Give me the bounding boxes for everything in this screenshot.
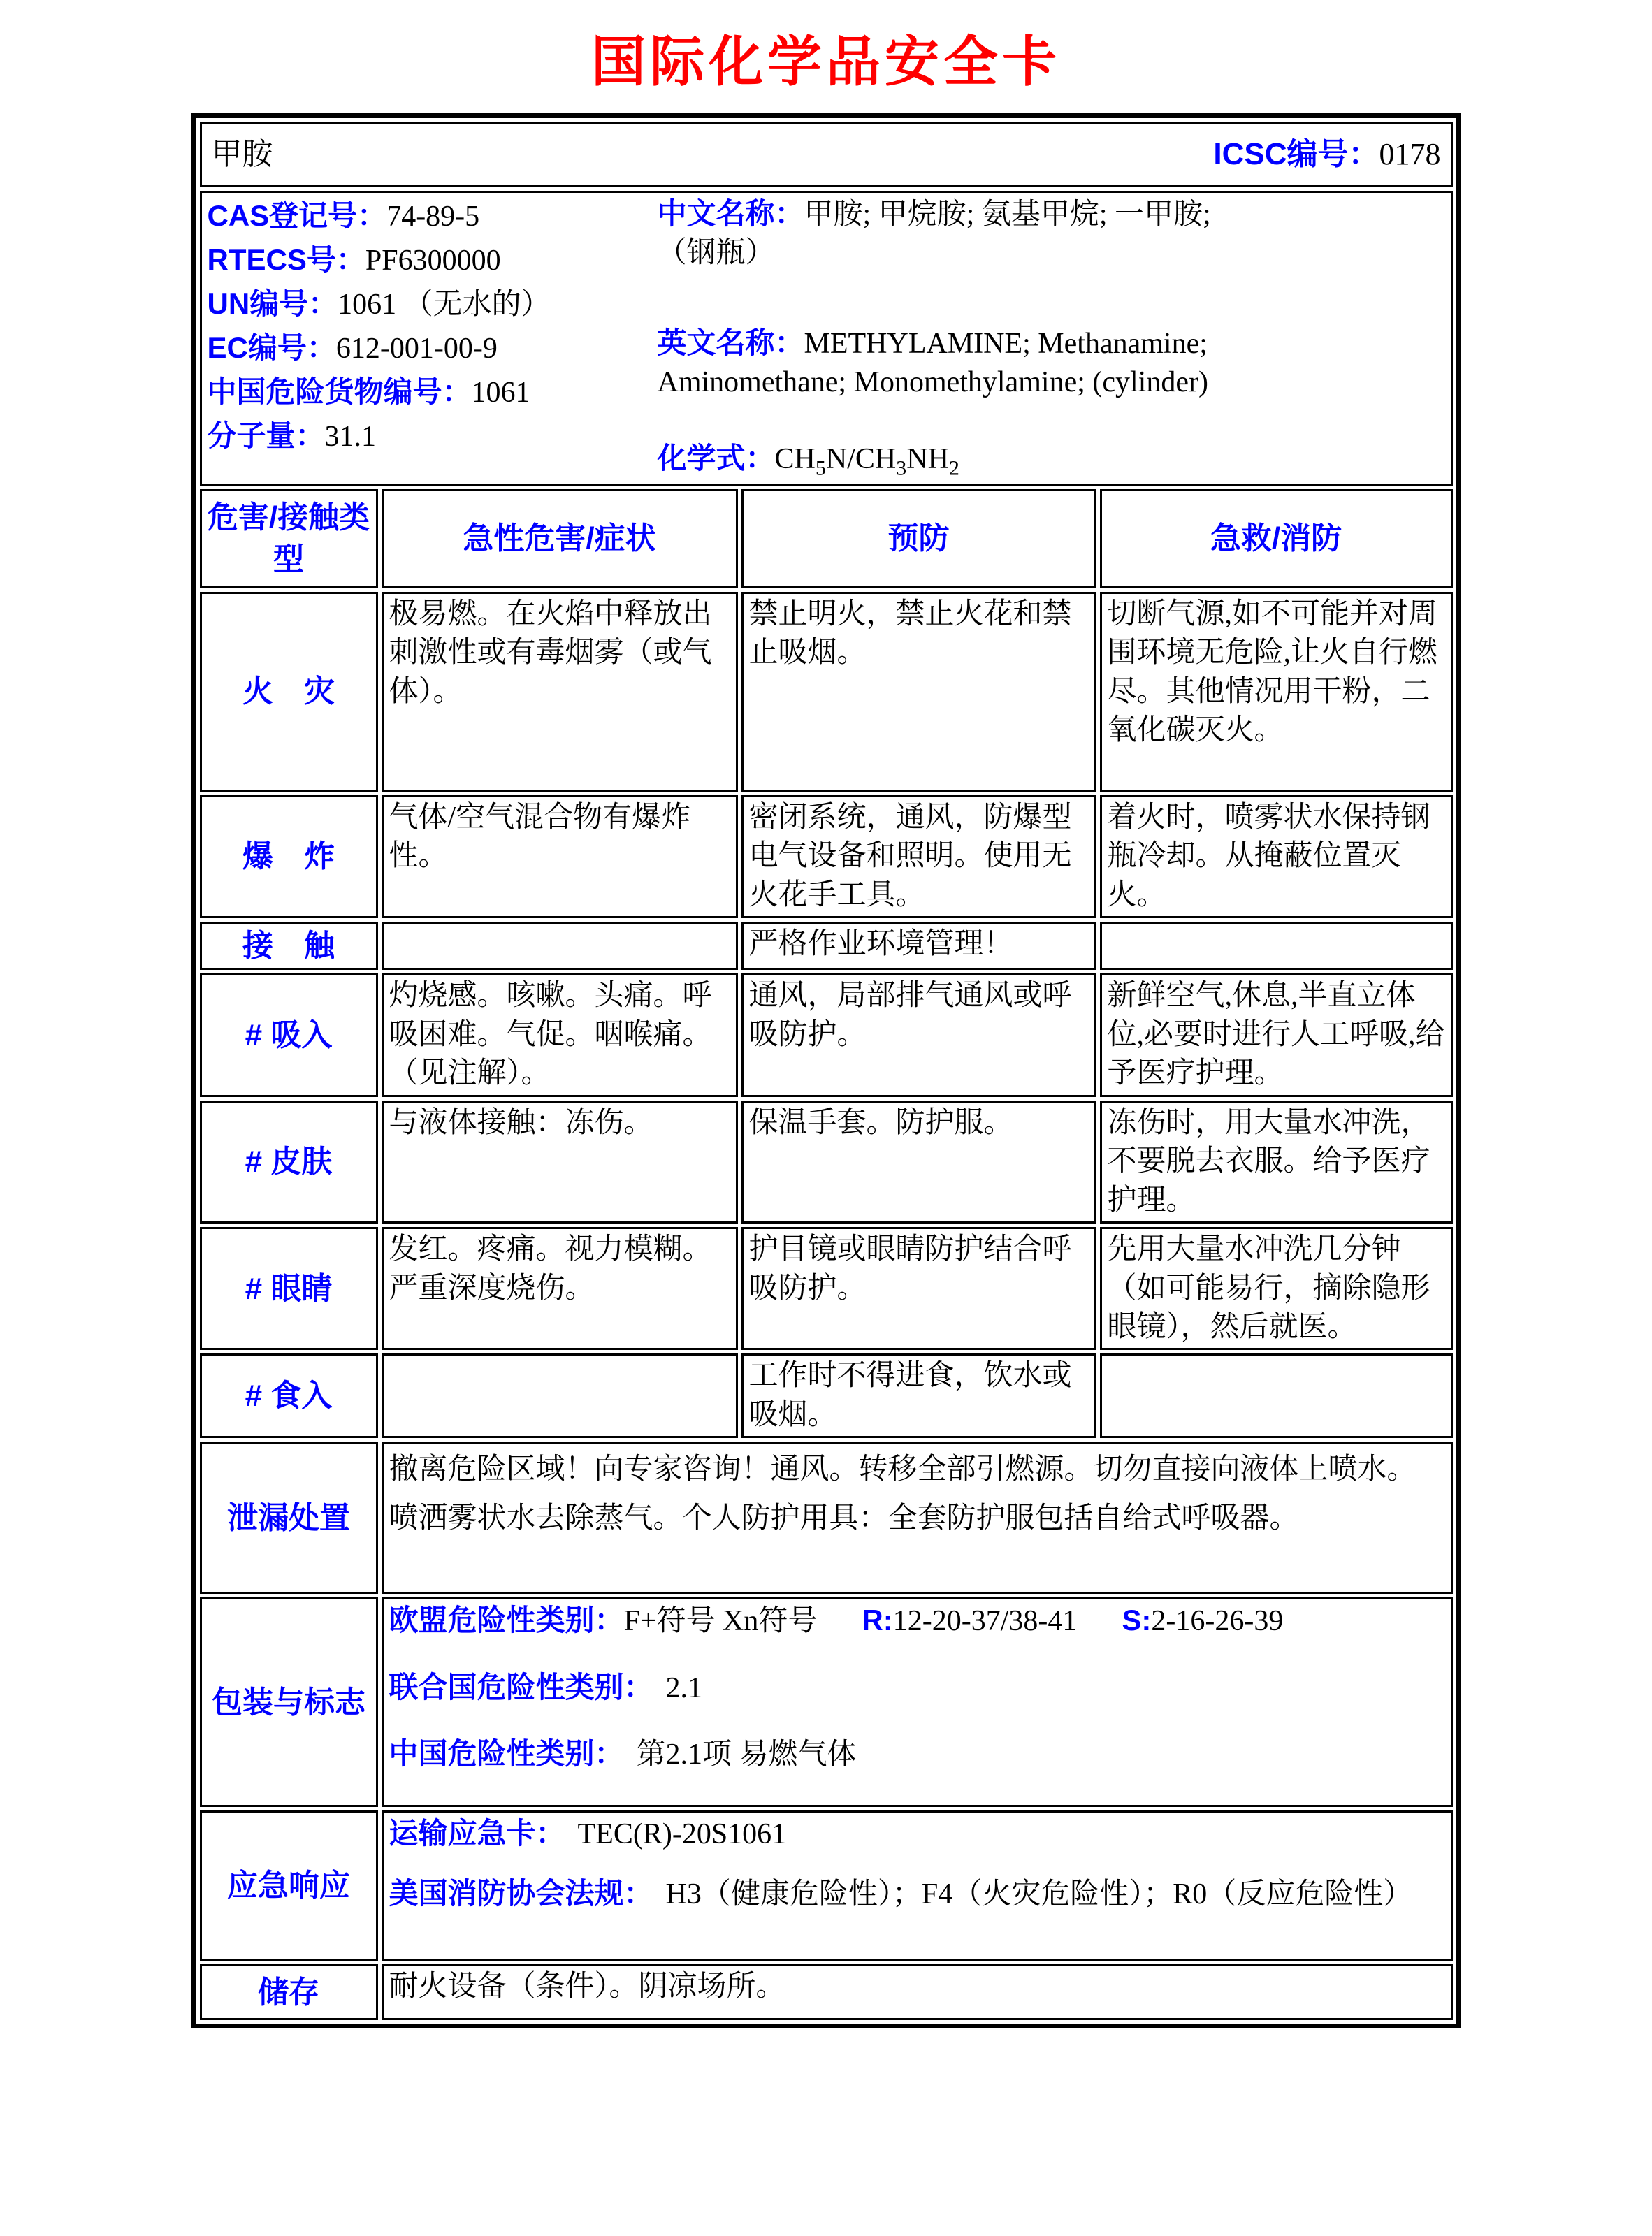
explosion-prevention-cell: 密闭系统，通风，防爆型电气设备和照明。使用无火花手工具。 <box>741 795 1096 918</box>
eu-hazard-class-line: 欧盟危险性类别：F+符号 Xn符号 R:12-20-37/38-41 S:2-16-26-39 <box>389 1604 1284 1638</box>
icsc-card-table <box>191 113 1461 2028</box>
contact-type-label: 接 触 <box>200 922 378 970</box>
contact-response-cell <box>1100 922 1453 970</box>
rtecs-number: RTECS号：PF6300000 <box>207 243 501 277</box>
explosion-row <box>200 795 1453 918</box>
storage-label: 储存 <box>200 1964 378 2020</box>
icsc-number-value: 0178 <box>1379 136 1441 171</box>
packaging-row <box>200 1597 1453 1807</box>
chemical-formula: $CH_5N/CH_3NH_2$ <box>774 442 959 480</box>
emergency-row <box>200 1810 1453 1961</box>
molecular-weight: 分子量：31.1 <box>207 419 377 453</box>
icsc-number-label: ICSC编号： <box>1213 136 1379 171</box>
explosion-response-cell: 着火时，喷雾状水保持钢瓶冷却。从掩蔽位置灭火。 <box>1100 795 1453 918</box>
chinese-names: 中文名称：甲胺; 甲烷胺; 氨基甲烷; 一甲胺; （钢瓶） <box>657 197 1211 270</box>
fire-symptoms-cell: 极易燃。在火焰中释放出刺激性或有毒烟雾（或气体）。 <box>382 592 738 792</box>
col-header-symptoms: 急性危害/症状 <box>382 489 738 588</box>
skin-symptoms-cell: 与液体接触：冻伤。 <box>382 1101 738 1224</box>
eyes-symptoms-cell: 发红。疼痛。视力模糊。严重深度烧伤。 <box>382 1227 738 1350</box>
fire-response-cell: 切断气源,如不可能并对周围环境无危险,让火自行燃尽。其他情况用干粉，二氧化碳灭火。 <box>1100 592 1453 792</box>
contact-prevention-cell: 严格作业环境管理！ <box>741 922 1096 970</box>
un-number: UN编号：1061 （无水的） <box>207 287 551 321</box>
emergency-label: 应急响应 <box>200 1810 378 1961</box>
china-hazard-class-line: 中国危险性类别： 第2.1项 易燃气体 <box>389 1737 857 1771</box>
icsc-number <box>1213 134 1440 175</box>
inhalation-type-label: # 吸入 <box>200 973 378 1096</box>
hazard-table-header-row <box>200 489 1453 588</box>
contact-row <box>200 922 1453 970</box>
inhalation-row <box>200 973 1453 1096</box>
fire-row <box>200 592 1453 792</box>
eyes-response-cell: 先用大量水冲洗几分钟（如可能易行，摘除隐形眼镜），然后就医。 <box>1100 1227 1453 1350</box>
explosion-symptoms-cell: 气体/空气混合物有爆炸性。 <box>382 795 738 918</box>
fire-type-label: 火 灾 <box>200 592 378 792</box>
packaging-label: 包装与标志 <box>200 1597 378 1807</box>
identification-right-column <box>655 194 1445 482</box>
china-dangerous-goods-number: 中国危险货物编号：1061 <box>207 375 530 409</box>
transport-emergency-card-line: 运输应急卡： TEC(R)-20S1061 <box>389 1817 787 1851</box>
english-names: 英文名称：METHYLAMINE; Methanamine; Aminomethane; Monomethylamine; (cylinder) <box>657 326 1208 399</box>
inhalation-symptoms-cell: 灼烧感。咳嗽。头痛。呼吸困难。气促。咽喉痛。（见注解）。 <box>382 973 738 1096</box>
packaging-text-cell <box>382 1597 1453 1807</box>
ingestion-response-cell <box>1100 1353 1453 1438</box>
col-header-prevention: 预防 <box>741 489 1096 588</box>
identification-row <box>200 191 1453 486</box>
eyes-type-label: # 眼睛 <box>200 1227 378 1350</box>
skin-row <box>200 1101 1453 1224</box>
card-header-cell <box>200 122 1453 187</box>
chemical-formula-line: 化学式：$CH_5N/CH_3NH_2$ <box>657 441 959 480</box>
cas-number: CAS登记号：74-89-5 <box>207 199 480 233</box>
card-header-row <box>200 122 1453 187</box>
inhalation-prevention-cell: 通风，局部排气通风或呼吸防护。 <box>741 973 1096 1096</box>
identification-cell <box>200 191 1453 486</box>
storage-text-cell: 耐火设备（条件）。阴凉场所。 <box>382 1964 1453 2020</box>
eyes-row <box>200 1227 1453 1350</box>
nfpa-code-line: 美国消防协会法规： H3（健康危险性）；F4（火灾危险性）；R0（反应危险性） <box>389 1876 1413 1910</box>
ingestion-symptoms-cell <box>382 1353 738 1438</box>
explosion-type-label: 爆 炸 <box>200 795 378 918</box>
spill-row <box>200 1442 1453 1594</box>
contact-symptoms-cell <box>382 922 738 970</box>
eyes-prevention-cell: 护目镜或眼睛防护结合呼吸防护。 <box>741 1227 1096 1350</box>
identification-left-column <box>208 194 655 482</box>
col-header-hazard-type: 危害/接触类型 <box>200 489 378 588</box>
emergency-text-cell <box>382 1810 1453 1961</box>
skin-type-label: # 皮肤 <box>200 1101 378 1224</box>
storage-row <box>200 1964 1453 2020</box>
skin-prevention-cell: 保温手套。防护服。 <box>741 1101 1096 1224</box>
inhalation-response-cell: 新鲜空气,休息,半直立体位,必要时进行人工呼吸,给予医疗护理。 <box>1100 973 1453 1096</box>
skin-response-cell: 冻伤时，用大量水冲洗，不要脱去衣服。给予医疗护理。 <box>1100 1101 1453 1224</box>
substance-name: 甲胺 <box>211 136 273 171</box>
ingestion-prevention-cell: 工作时不得进食，饮水或吸烟。 <box>741 1353 1096 1438</box>
spill-text-cell: 撤离危险区域！向专家咨询！通风。转移全部引燃源。切勿直接向液体上喷水。喷洒雾状水去除蒸气。个人防护用具：全套防护服包括自给式呼吸器。 <box>382 1442 1453 1594</box>
ingestion-row <box>200 1353 1453 1438</box>
spill-label: 泄漏处置 <box>200 1442 378 1594</box>
ingestion-type-label: # 食入 <box>200 1353 378 1438</box>
col-header-response: 急救/消防 <box>1100 489 1453 588</box>
un-hazard-class-line: 联合国危险性类别： 2.1 <box>389 1670 703 1704</box>
fire-prevention-cell: 禁止明火，禁止火花和禁止吸烟。 <box>741 592 1096 792</box>
page-title: 国际化学品安全卡 <box>590 31 1061 92</box>
ec-number: EC编号：612-001-00-9 <box>207 331 498 365</box>
